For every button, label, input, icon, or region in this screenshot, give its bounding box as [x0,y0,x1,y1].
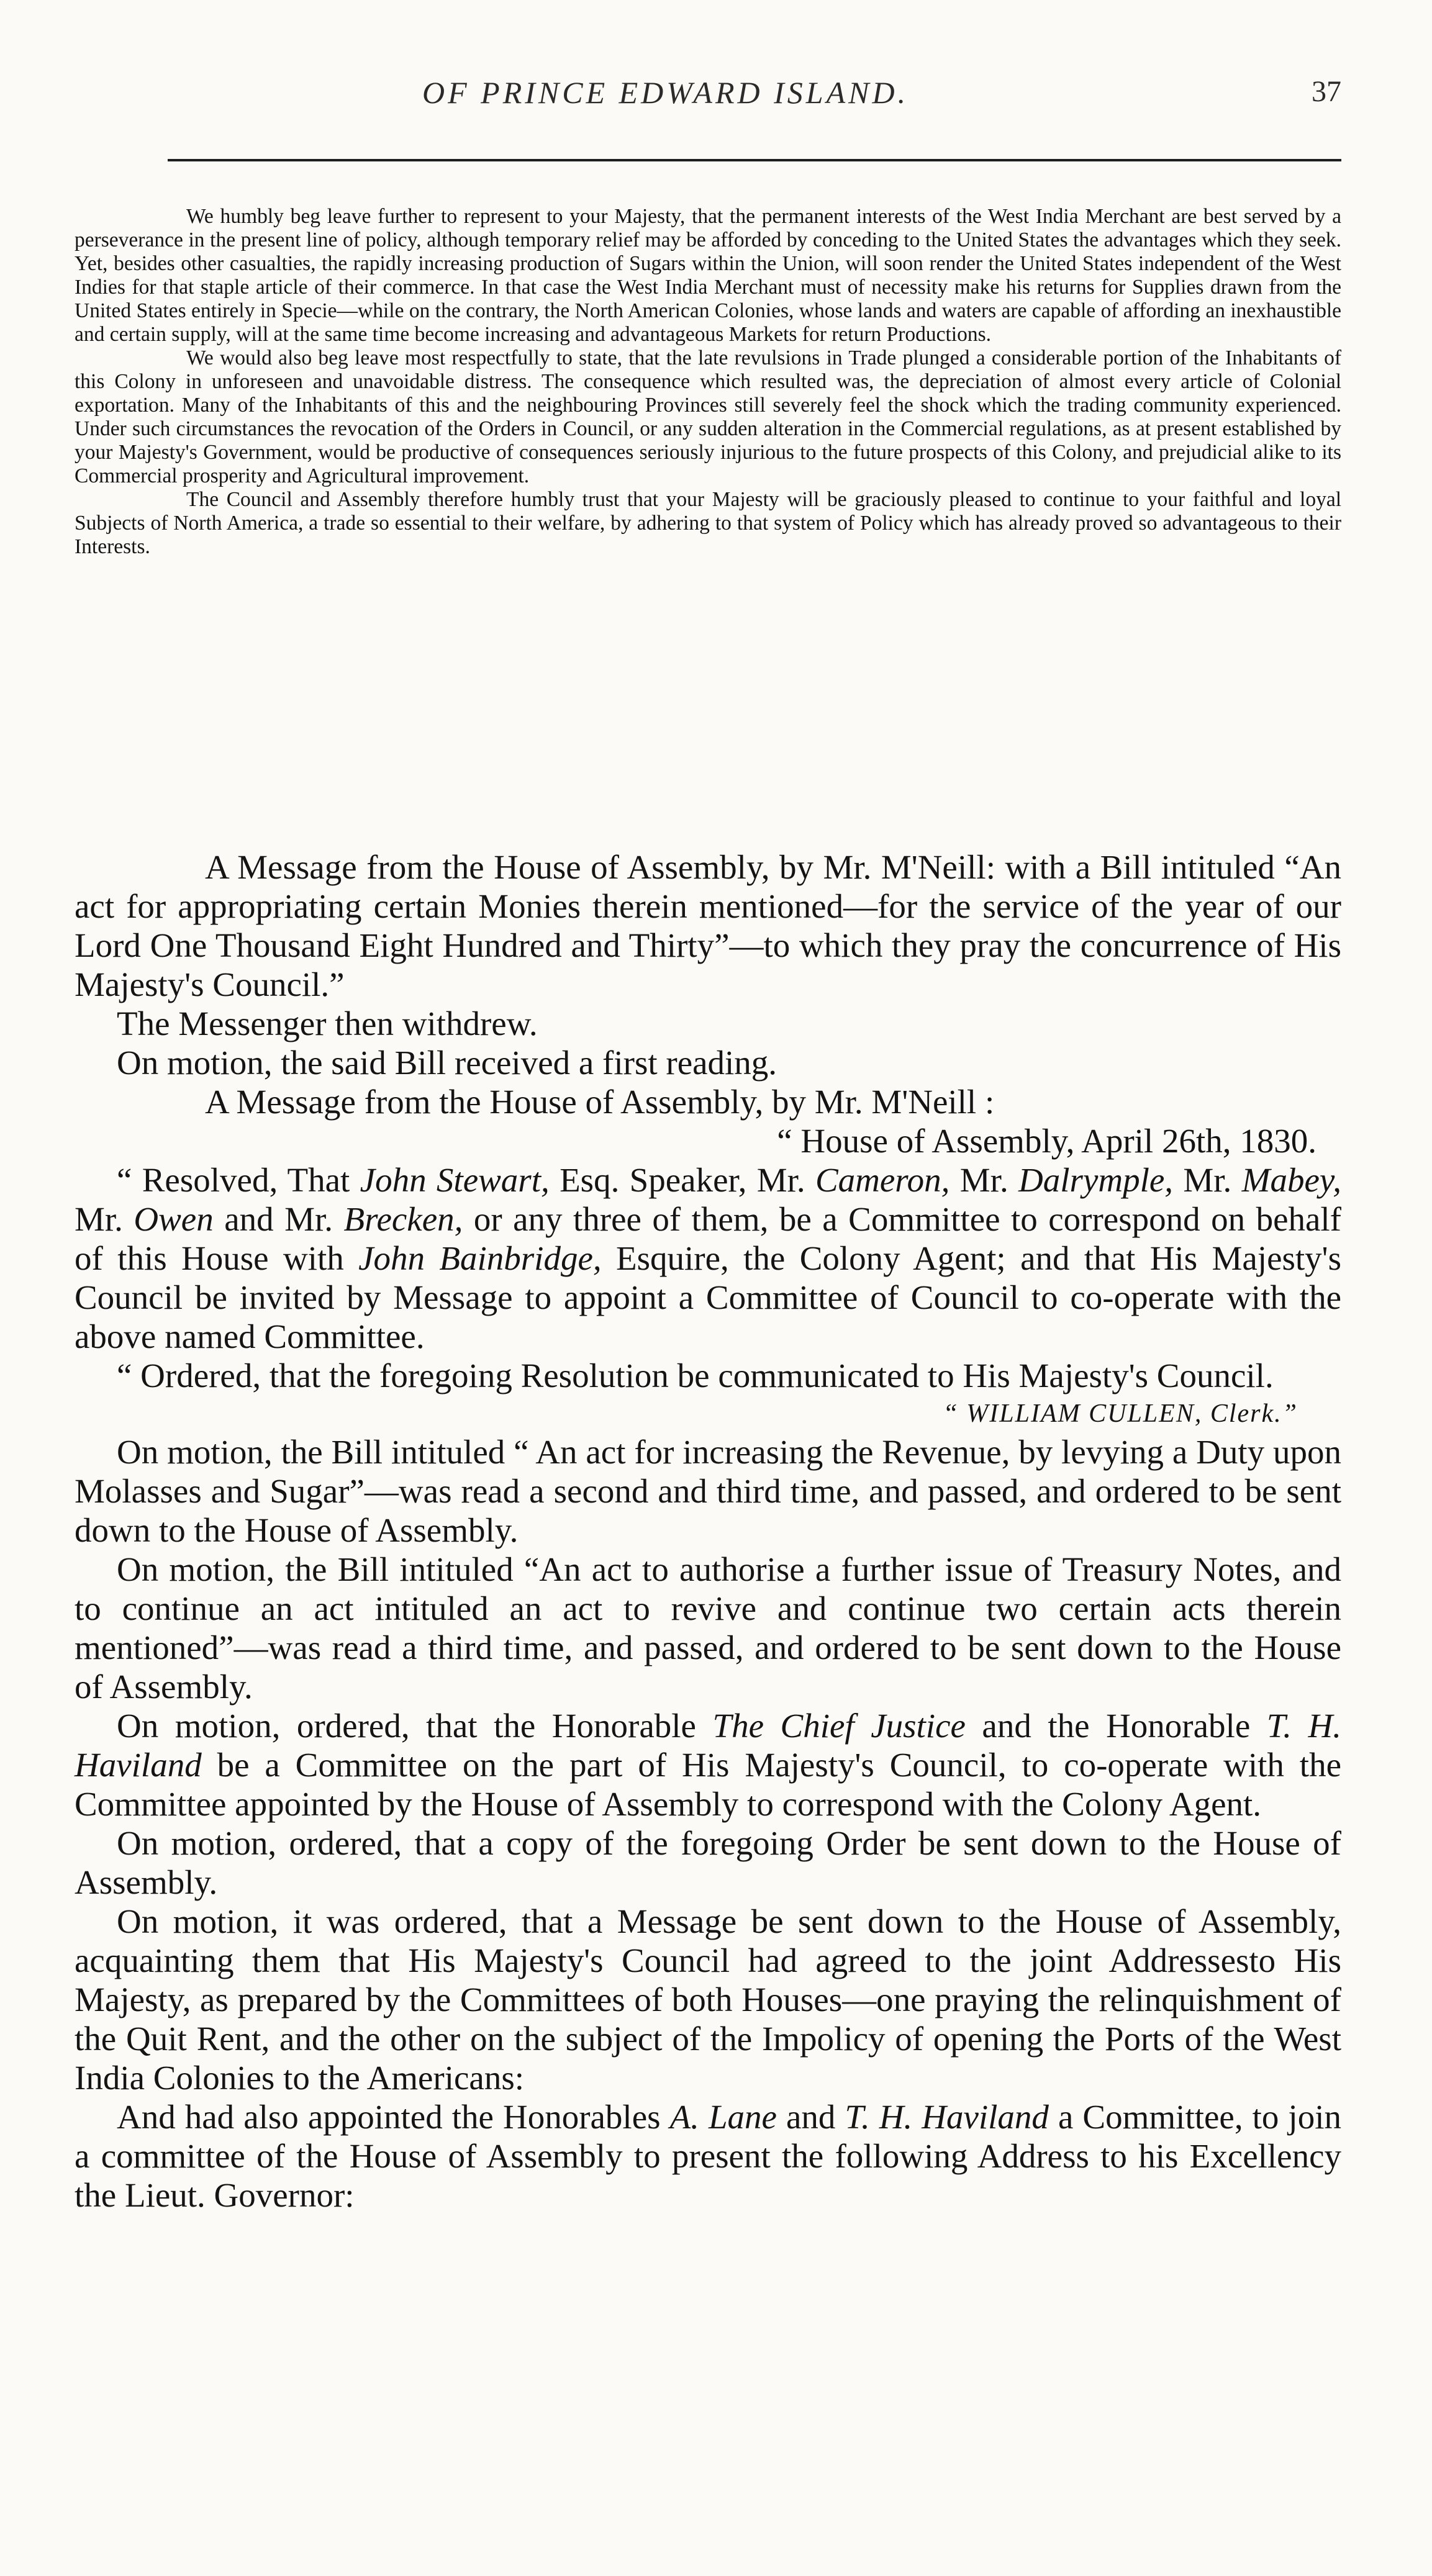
address-excerpt [75,205,1341,559]
text-run: be a Committee on the part of His Majesty's Council, to co-operate with the Committee appointed by the House of Assembly to correspond with the Colony Agent. [75,1746,1341,1823]
name-run: John Bainbridge, [358,1239,602,1277]
text-run: and Mr. [213,1200,344,1238]
copy-order: On motion, ordered, that a copy of the foregoing Order be sent down to the House of Assembly. [75,1824,1341,1901]
name-run: Cameron, [815,1161,950,1199]
page-header [75,75,1341,118]
molasses-bill: On motion, the Bill intituled “ An act for increasing the Revenue, by levying a Duty upon Molasses and Sugar”—was read a second and third time, and passed, and ordered to be sent down to the House of Assembly. [75,1433,1341,1549]
text-run: and [776,2098,845,2136]
text-run: “ Resolved, That [117,1161,360,1199]
text-run: Mr. [75,1200,134,1238]
text-run: On motion, ordered, that the Honorable [117,1707,713,1745]
dateline: “ House of Assembly, April 26th, 1830. [777,1122,1316,1160]
page [75,0,1341,2576]
name-run: A. Lane [669,2098,777,2136]
joint-addresses: On motion, it was ordered, that a Message be sent down to the House of Assembly, acquainting them that His Majesty's Council had agreed to the joint Addressesto His Majesty, as prepared by the Committees of both Houses—one praying the relinquishment of the Quit Rent, and the other on the subject of the Impolicy of opening the Ports of the West India Colonies to the Americans: [75,1902,1341,2097]
messenger-withdrew: The Messenger then withdrew. [117,1005,538,1042]
text-run: And had also appointed the Honorables [117,2098,670,2136]
appointed-committee [75,2097,1341,2215]
address-paragraph: We would also beg leave most respectfully to state, that the late revulsions in Trade plunged a considerable portion of the Inhabitants of this Colony in unforeseen and unavoidable distress. The consequence which resulted was, the depreciation of almost every article of Colonial exportation. Many of the Inhabitants of this and the neighbouring Provinces still severely feel the shock which the trading community experienced. Under such circumstances the revocation of the Orders in Council, or any sudden alteration in the Commercial regulations, as at present established by your Majesty's Government, would be productive of consequences seriously injurious to the future prospects of this Colony, and prejudicial alike to its Commercial prosperity and Agricultural improvement. [75,346,1341,487]
assembly-message: A Message from the House of Assembly, by Mr. M'Neill : [205,1083,995,1121]
text-run: Esquire, the Colony Agent; and that His Majesty's Council be invited by Message to appoint a Committee of Council to co-operate with the above named Committee. [75,1239,1341,1355]
first-reading: On motion, the said Bill received a first reading. [117,1044,777,1082]
name-run: The Chief Justice [712,1707,966,1745]
name-run: Dalrymple, [1018,1161,1174,1199]
page-number: 37 [1312,75,1341,108]
name-run: Mabey, [1241,1161,1342,1199]
assembly-message: A Message from the House of Assembly, by Mr. M'Neill: with a Bill intituled “An act for appropriating certain Monies therein mentioned—for the service of the year of our Lord One Thousand Eight Hundred and Thirty”—to which they pray the concurrence of His Majesty's Council.” [75,848,1341,1003]
text-run: or any three of them, be a Committee to correspond on behalf of this House with [75,1200,1341,1277]
header-rule [168,159,1341,161]
resolution [75,1160,1341,1356]
text-run: and the Honorable [965,1707,1267,1745]
clerk-signature: “ WILLIAM CULLEN, Clerk.” [943,1399,1298,1428]
order: “ Ordered, that the foregoing Resolution be communicated to His Majesty's Council. [117,1357,1274,1394]
text-run: Mr. [1173,1161,1242,1199]
address-paragraph: The Council and Assembly therefore humbly trust that your Majesty will be graciously pleased to continue to your faithful and loyal Subjects of North America, a trade so essential to their welfare, by adhering to that system of Policy which has already proved so advantageous to their Interests. [75,488,1341,558]
name-run: T. H. Haviland [845,2098,1049,2136]
address-paragraph: We humbly beg leave further to represent to your Majesty, that the permanent interests of the West India Merchant are best served by a perseverance in the present line of policy, although temporary relief may be afforded by conceding to the United States the advantages which they seek. Yet, besides other casualties, the rapidly increasing production of Sugars within the Union, will soon render the United States independent of the West Indies for that staple article of their commerce. In that case the West India Merchant must of necessity make his returns for Supplies drawn from the United States entirely in Specie—while on the contrary, the North American Colonies, whose lands and waters are capable of affording an inexhaustible and certain supply, will at the same time become increasing and advantageous Markets for return Productions. [75,205,1341,346]
name-run: Brecken, [343,1200,463,1238]
name-run: T. H. Haviland [75,1707,1342,1784]
proceedings [75,847,1341,2215]
text-run: a Committee, to join a committee of the House of Assembly to present the following Address to his Excellency the Lieut. Governor: [75,2098,1341,2214]
text-run: Mr. [949,1161,1019,1199]
name-run: Owen [134,1200,214,1238]
text-run: Esq. Speaker, Mr. [549,1161,815,1199]
name-run: John Stewart, [360,1161,550,1199]
committee-order [75,1706,1341,1824]
running-title: OF PRINCE EDWARD ISLAND. [422,75,909,110]
treasury-bill: On motion, the Bill intituled “An act to authorise a further issue of Treasury Notes, and to continue an act intituled an act to revive and continue two certain acts therein mentioned”—was read a third time, and passed, and ordered to be sent down to the House of Assembly. [75,1550,1341,1706]
